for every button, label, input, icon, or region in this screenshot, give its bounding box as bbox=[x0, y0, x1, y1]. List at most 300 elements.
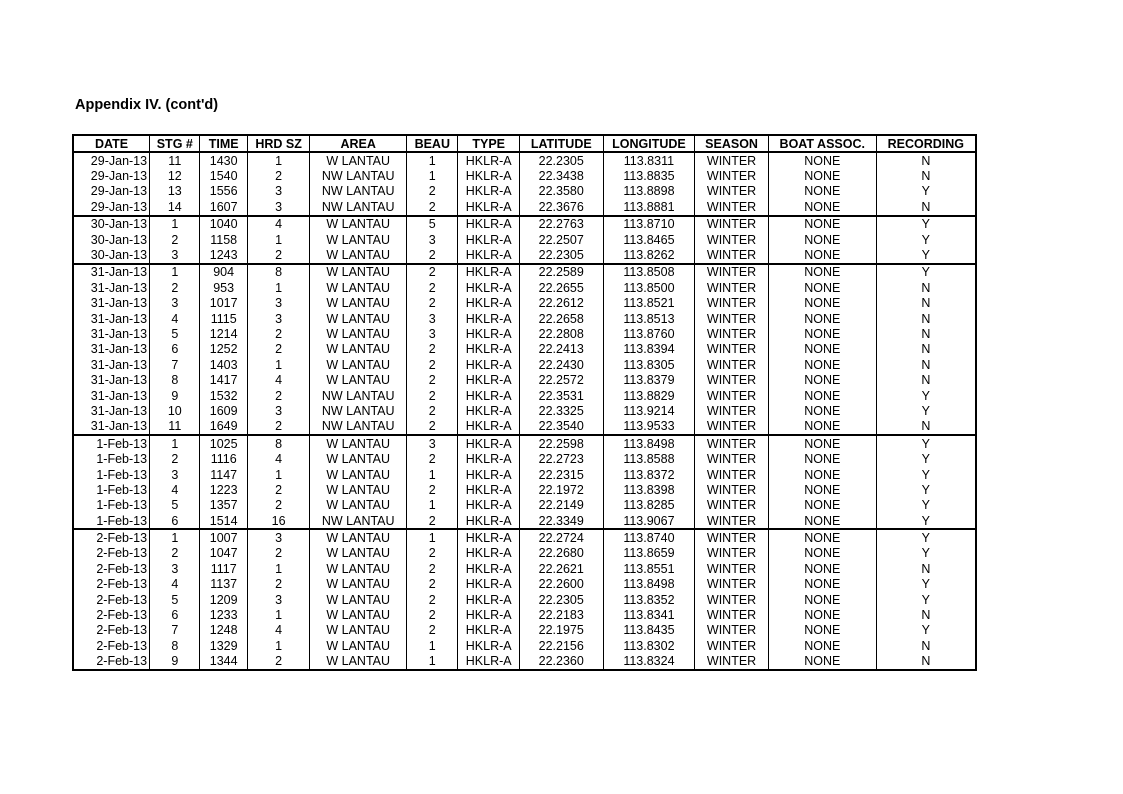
cell-date: 2-Feb-13 bbox=[73, 546, 150, 561]
cell-latitude: 22.2305 bbox=[519, 247, 603, 263]
cell-area: NW LANTAU bbox=[310, 403, 407, 418]
cell-beaufort: 5 bbox=[407, 216, 458, 232]
cell-date: 2-Feb-13 bbox=[73, 638, 150, 653]
cell-longitude: 113.8305 bbox=[603, 357, 695, 372]
cell-date: 2-Feb-13 bbox=[73, 592, 150, 607]
table-row bbox=[73, 247, 976, 263]
cell-stage: 9 bbox=[150, 654, 200, 670]
cell-recording: N bbox=[876, 280, 976, 295]
cell-herd-size: 2 bbox=[247, 482, 309, 497]
cell-time: 1329 bbox=[200, 638, 247, 653]
cell-beaufort: 2 bbox=[407, 184, 458, 199]
cell-boat-assoc: NONE bbox=[768, 561, 876, 576]
cell-boat-assoc: NONE bbox=[768, 577, 876, 592]
cell-boat-assoc: NONE bbox=[768, 467, 876, 482]
cell-stage: 6 bbox=[150, 607, 200, 622]
cell-season: WINTER bbox=[695, 638, 769, 653]
cell-beaufort: 3 bbox=[407, 311, 458, 326]
cell-herd-size: 1 bbox=[247, 638, 309, 653]
cell-beaufort: 3 bbox=[407, 232, 458, 247]
cell-herd-size: 1 bbox=[247, 232, 309, 247]
table-body bbox=[73, 152, 976, 670]
cell-time: 1047 bbox=[200, 546, 247, 561]
cell-time: 1116 bbox=[200, 451, 247, 466]
cell-date: 31-Jan-13 bbox=[73, 296, 150, 311]
cell-recording: N bbox=[876, 561, 976, 576]
cell-boat-assoc: NONE bbox=[768, 342, 876, 357]
cell-beaufort: 2 bbox=[407, 482, 458, 497]
cell-longitude: 113.8898 bbox=[603, 184, 695, 199]
cell-type: HKLR-A bbox=[458, 357, 519, 372]
cell-area: NW LANTAU bbox=[310, 184, 407, 199]
cell-boat-assoc: NONE bbox=[768, 216, 876, 232]
cell-type: HKLR-A bbox=[458, 247, 519, 263]
cell-beaufort: 1 bbox=[407, 654, 458, 670]
cell-longitude: 113.8881 bbox=[603, 199, 695, 215]
cell-time: 1556 bbox=[200, 184, 247, 199]
cell-stage: 2 bbox=[150, 546, 200, 561]
cell-herd-size: 4 bbox=[247, 372, 309, 387]
cell-time: 1649 bbox=[200, 419, 247, 435]
cell-area: W LANTAU bbox=[310, 529, 407, 545]
cell-herd-size: 3 bbox=[247, 592, 309, 607]
cell-season: WINTER bbox=[695, 232, 769, 247]
cell-season: WINTER bbox=[695, 199, 769, 215]
cell-area: W LANTAU bbox=[310, 561, 407, 576]
cell-date: 31-Jan-13 bbox=[73, 372, 150, 387]
cell-latitude: 22.2723 bbox=[519, 451, 603, 466]
cell-time: 1243 bbox=[200, 247, 247, 263]
cell-stage: 9 bbox=[150, 388, 200, 403]
cell-date: 1-Feb-13 bbox=[73, 513, 150, 529]
cell-boat-assoc: NONE bbox=[768, 280, 876, 295]
table-row bbox=[73, 498, 976, 513]
cell-season: WINTER bbox=[695, 152, 769, 168]
cell-area: W LANTAU bbox=[310, 451, 407, 466]
cell-date: 2-Feb-13 bbox=[73, 654, 150, 670]
cell-herd-size: 1 bbox=[247, 357, 309, 372]
cell-time: 1117 bbox=[200, 561, 247, 576]
cell-type: HKLR-A bbox=[458, 467, 519, 482]
cell-latitude: 22.2413 bbox=[519, 342, 603, 357]
cell-season: WINTER bbox=[695, 467, 769, 482]
cell-season: WINTER bbox=[695, 326, 769, 341]
cell-beaufort: 1 bbox=[407, 152, 458, 168]
cell-area: W LANTAU bbox=[310, 232, 407, 247]
cell-herd-size: 3 bbox=[247, 311, 309, 326]
page-title: Appendix IV. (cont'd) bbox=[75, 97, 219, 113]
cell-time: 1209 bbox=[200, 592, 247, 607]
cell-season: WINTER bbox=[695, 529, 769, 545]
cell-season: WINTER bbox=[695, 388, 769, 403]
cell-area: W LANTAU bbox=[310, 546, 407, 561]
cell-date: 1-Feb-13 bbox=[73, 451, 150, 466]
cell-herd-size: 1 bbox=[247, 561, 309, 576]
cell-beaufort: 1 bbox=[407, 168, 458, 183]
cell-area: NW LANTAU bbox=[310, 388, 407, 403]
cell-type: HKLR-A bbox=[458, 498, 519, 513]
cell-area: W LANTAU bbox=[310, 216, 407, 232]
cell-herd-size: 3 bbox=[247, 529, 309, 545]
cell-beaufort: 2 bbox=[407, 388, 458, 403]
cell-stage: 8 bbox=[150, 638, 200, 653]
cell-season: WINTER bbox=[695, 513, 769, 529]
cell-stage: 1 bbox=[150, 529, 200, 545]
cell-date: 1-Feb-13 bbox=[73, 498, 150, 513]
cell-latitude: 22.2655 bbox=[519, 280, 603, 295]
cell-recording: Y bbox=[876, 216, 976, 232]
cell-herd-size: 1 bbox=[247, 607, 309, 622]
cell-recording: N bbox=[876, 654, 976, 670]
cell-season: WINTER bbox=[695, 372, 769, 387]
cell-area: W LANTAU bbox=[310, 296, 407, 311]
cell-longitude: 113.8394 bbox=[603, 342, 695, 357]
cell-stage: 8 bbox=[150, 372, 200, 387]
cell-recording: Y bbox=[876, 435, 976, 451]
cell-boat-assoc: NONE bbox=[768, 638, 876, 653]
cell-date: 2-Feb-13 bbox=[73, 623, 150, 638]
cell-longitude: 113.8285 bbox=[603, 498, 695, 513]
cell-stage: 3 bbox=[150, 561, 200, 576]
cell-boat-assoc: NONE bbox=[768, 264, 876, 280]
cell-stage: 1 bbox=[150, 435, 200, 451]
cell-type: HKLR-A bbox=[458, 216, 519, 232]
cell-boat-assoc: NONE bbox=[768, 247, 876, 263]
cell-latitude: 22.2156 bbox=[519, 638, 603, 653]
table-row bbox=[73, 216, 976, 232]
cell-herd-size: 4 bbox=[247, 451, 309, 466]
cell-boat-assoc: NONE bbox=[768, 451, 876, 466]
cell-stage: 4 bbox=[150, 311, 200, 326]
cell-longitude: 113.8352 bbox=[603, 592, 695, 607]
cell-beaufort: 2 bbox=[407, 247, 458, 263]
cell-stage: 2 bbox=[150, 280, 200, 295]
cell-season: WINTER bbox=[695, 296, 769, 311]
cell-boat-assoc: NONE bbox=[768, 357, 876, 372]
cell-season: WINTER bbox=[695, 357, 769, 372]
cell-beaufort: 2 bbox=[407, 546, 458, 561]
table-row bbox=[73, 326, 976, 341]
cell-recording: Y bbox=[876, 546, 976, 561]
cell-area: W LANTAU bbox=[310, 654, 407, 670]
cell-beaufort: 2 bbox=[407, 561, 458, 576]
cell-boat-assoc: NONE bbox=[768, 168, 876, 183]
cell-recording: Y bbox=[876, 623, 976, 638]
cell-date: 31-Jan-13 bbox=[73, 280, 150, 295]
cell-recording: Y bbox=[876, 388, 976, 403]
cell-stage: 1 bbox=[150, 264, 200, 280]
sightings-table bbox=[72, 134, 977, 671]
cell-time: 1540 bbox=[200, 168, 247, 183]
column-header: BOAT ASSOC. bbox=[768, 135, 876, 152]
cell-longitude: 113.8500 bbox=[603, 280, 695, 295]
cell-latitude: 22.2315 bbox=[519, 467, 603, 482]
cell-type: HKLR-A bbox=[458, 264, 519, 280]
cell-date: 2-Feb-13 bbox=[73, 529, 150, 545]
cell-beaufort: 1 bbox=[407, 638, 458, 653]
cell-recording: N bbox=[876, 342, 976, 357]
cell-season: WINTER bbox=[695, 435, 769, 451]
cell-boat-assoc: NONE bbox=[768, 311, 876, 326]
cell-type: HKLR-A bbox=[458, 168, 519, 183]
cell-time: 1040 bbox=[200, 216, 247, 232]
column-header: RECORDING bbox=[876, 135, 976, 152]
cell-area: W LANTAU bbox=[310, 623, 407, 638]
cell-beaufort: 2 bbox=[407, 342, 458, 357]
cell-beaufort: 1 bbox=[407, 529, 458, 545]
cell-season: WINTER bbox=[695, 247, 769, 263]
cell-type: HKLR-A bbox=[458, 342, 519, 357]
cell-latitude: 22.2808 bbox=[519, 326, 603, 341]
cell-longitude: 113.8508 bbox=[603, 264, 695, 280]
cell-stage: 5 bbox=[150, 498, 200, 513]
cell-time: 953 bbox=[200, 280, 247, 295]
cell-stage: 4 bbox=[150, 577, 200, 592]
cell-type: HKLR-A bbox=[458, 232, 519, 247]
cell-type: HKLR-A bbox=[458, 451, 519, 466]
cell-date: 29-Jan-13 bbox=[73, 184, 150, 199]
cell-longitude: 113.8829 bbox=[603, 388, 695, 403]
cell-boat-assoc: NONE bbox=[768, 403, 876, 418]
cell-area: NW LANTAU bbox=[310, 419, 407, 435]
cell-season: WINTER bbox=[695, 623, 769, 638]
cell-date: 31-Jan-13 bbox=[73, 403, 150, 418]
table-row bbox=[73, 199, 976, 215]
table-row bbox=[73, 561, 976, 576]
cell-latitude: 22.3580 bbox=[519, 184, 603, 199]
cell-type: HKLR-A bbox=[458, 654, 519, 670]
cell-boat-assoc: NONE bbox=[768, 419, 876, 435]
cell-recording: N bbox=[876, 419, 976, 435]
cell-latitude: 22.2572 bbox=[519, 372, 603, 387]
cell-herd-size: 4 bbox=[247, 216, 309, 232]
cell-stage: 3 bbox=[150, 467, 200, 482]
cell-boat-assoc: NONE bbox=[768, 529, 876, 545]
column-header: TYPE bbox=[458, 135, 519, 152]
cell-longitude: 113.8435 bbox=[603, 623, 695, 638]
cell-boat-assoc: NONE bbox=[768, 498, 876, 513]
cell-boat-assoc: NONE bbox=[768, 326, 876, 341]
cell-recording: Y bbox=[876, 592, 976, 607]
cell-longitude: 113.8341 bbox=[603, 607, 695, 622]
cell-longitude: 113.9067 bbox=[603, 513, 695, 529]
cell-beaufort: 2 bbox=[407, 419, 458, 435]
cell-type: HKLR-A bbox=[458, 372, 519, 387]
cell-longitude: 113.8740 bbox=[603, 529, 695, 545]
cell-herd-size: 8 bbox=[247, 264, 309, 280]
cell-season: WINTER bbox=[695, 451, 769, 466]
cell-recording: Y bbox=[876, 403, 976, 418]
cell-date: 29-Jan-13 bbox=[73, 152, 150, 168]
cell-stage: 3 bbox=[150, 247, 200, 263]
cell-longitude: 113.8710 bbox=[603, 216, 695, 232]
cell-latitude: 22.2621 bbox=[519, 561, 603, 576]
cell-date: 31-Jan-13 bbox=[73, 419, 150, 435]
cell-area: W LANTAU bbox=[310, 482, 407, 497]
cell-date: 31-Jan-13 bbox=[73, 388, 150, 403]
cell-recording: Y bbox=[876, 529, 976, 545]
cell-longitude: 113.8498 bbox=[603, 435, 695, 451]
cell-herd-size: 2 bbox=[247, 388, 309, 403]
cell-longitude: 113.8302 bbox=[603, 638, 695, 653]
cell-recording: Y bbox=[876, 232, 976, 247]
cell-longitude: 113.8551 bbox=[603, 561, 695, 576]
cell-longitude: 113.8324 bbox=[603, 654, 695, 670]
cell-date: 1-Feb-13 bbox=[73, 435, 150, 451]
cell-time: 1248 bbox=[200, 623, 247, 638]
cell-stage: 6 bbox=[150, 513, 200, 529]
table-row bbox=[73, 342, 976, 357]
table-row bbox=[73, 184, 976, 199]
cell-boat-assoc: NONE bbox=[768, 607, 876, 622]
cell-latitude: 22.2589 bbox=[519, 264, 603, 280]
cell-herd-size: 2 bbox=[247, 168, 309, 183]
cell-recording: Y bbox=[876, 264, 976, 280]
cell-latitude: 22.2658 bbox=[519, 311, 603, 326]
table-row bbox=[73, 388, 976, 403]
cell-season: WINTER bbox=[695, 654, 769, 670]
cell-boat-assoc: NONE bbox=[768, 199, 876, 215]
cell-type: HKLR-A bbox=[458, 280, 519, 295]
column-header: STG # bbox=[150, 135, 200, 152]
column-header: AREA bbox=[310, 135, 407, 152]
cell-boat-assoc: NONE bbox=[768, 296, 876, 311]
cell-boat-assoc: NONE bbox=[768, 232, 876, 247]
cell-type: HKLR-A bbox=[458, 482, 519, 497]
cell-latitude: 22.3438 bbox=[519, 168, 603, 183]
cell-time: 1147 bbox=[200, 467, 247, 482]
cell-time: 1357 bbox=[200, 498, 247, 513]
cell-boat-assoc: NONE bbox=[768, 546, 876, 561]
cell-longitude: 113.9214 bbox=[603, 403, 695, 418]
cell-stage: 7 bbox=[150, 623, 200, 638]
table-row bbox=[73, 546, 976, 561]
cell-beaufort: 2 bbox=[407, 403, 458, 418]
cell-herd-size: 3 bbox=[247, 184, 309, 199]
cell-herd-size: 1 bbox=[247, 467, 309, 482]
cell-recording: Y bbox=[876, 184, 976, 199]
column-header: BEAU bbox=[407, 135, 458, 152]
column-header: DATE bbox=[73, 135, 150, 152]
cell-stage: 5 bbox=[150, 592, 200, 607]
cell-herd-size: 2 bbox=[247, 654, 309, 670]
cell-recording: N bbox=[876, 199, 976, 215]
cell-latitude: 22.3325 bbox=[519, 403, 603, 418]
cell-latitude: 22.3531 bbox=[519, 388, 603, 403]
cell-beaufort: 1 bbox=[407, 467, 458, 482]
cell-time: 1025 bbox=[200, 435, 247, 451]
cell-stage: 5 bbox=[150, 326, 200, 341]
cell-type: HKLR-A bbox=[458, 403, 519, 418]
cell-herd-size: 4 bbox=[247, 623, 309, 638]
table-row bbox=[73, 577, 976, 592]
cell-beaufort: 3 bbox=[407, 435, 458, 451]
cell-type: HKLR-A bbox=[458, 296, 519, 311]
cell-stage: 3 bbox=[150, 296, 200, 311]
cell-herd-size: 2 bbox=[247, 546, 309, 561]
cell-longitude: 113.8372 bbox=[603, 467, 695, 482]
cell-time: 1532 bbox=[200, 388, 247, 403]
table-row bbox=[73, 482, 976, 497]
cell-beaufort: 2 bbox=[407, 451, 458, 466]
cell-herd-size: 3 bbox=[247, 296, 309, 311]
table-row bbox=[73, 592, 976, 607]
cell-area: NW LANTAU bbox=[310, 513, 407, 529]
cell-latitude: 22.2763 bbox=[519, 216, 603, 232]
cell-recording: Y bbox=[876, 577, 976, 592]
cell-herd-size: 16 bbox=[247, 513, 309, 529]
cell-date: 1-Feb-13 bbox=[73, 482, 150, 497]
cell-beaufort: 2 bbox=[407, 357, 458, 372]
table-row bbox=[73, 513, 976, 529]
cell-recording: Y bbox=[876, 247, 976, 263]
cell-area: W LANTAU bbox=[310, 152, 407, 168]
cell-recording: N bbox=[876, 152, 976, 168]
cell-beaufort: 2 bbox=[407, 264, 458, 280]
cell-date: 2-Feb-13 bbox=[73, 577, 150, 592]
cell-season: WINTER bbox=[695, 561, 769, 576]
cell-longitude: 113.8465 bbox=[603, 232, 695, 247]
cell-date: 30-Jan-13 bbox=[73, 232, 150, 247]
cell-longitude: 113.8513 bbox=[603, 311, 695, 326]
cell-time: 1137 bbox=[200, 577, 247, 592]
cell-boat-assoc: NONE bbox=[768, 388, 876, 403]
cell-time: 1233 bbox=[200, 607, 247, 622]
cell-stage: 12 bbox=[150, 168, 200, 183]
cell-season: WINTER bbox=[695, 498, 769, 513]
cell-season: WINTER bbox=[695, 419, 769, 435]
cell-recording: Y bbox=[876, 498, 976, 513]
cell-area: W LANTAU bbox=[310, 592, 407, 607]
cell-recording: N bbox=[876, 296, 976, 311]
cell-time: 1609 bbox=[200, 403, 247, 418]
cell-latitude: 22.3676 bbox=[519, 199, 603, 215]
cell-area: W LANTAU bbox=[310, 311, 407, 326]
cell-stage: 2 bbox=[150, 451, 200, 466]
cell-latitude: 22.2305 bbox=[519, 152, 603, 168]
cell-time: 1403 bbox=[200, 357, 247, 372]
cell-stage: 1 bbox=[150, 216, 200, 232]
cell-longitude: 113.8311 bbox=[603, 152, 695, 168]
cell-date: 31-Jan-13 bbox=[73, 264, 150, 280]
cell-time: 1252 bbox=[200, 342, 247, 357]
table-row bbox=[73, 467, 976, 482]
cell-area: NW LANTAU bbox=[310, 199, 407, 215]
cell-latitude: 22.2600 bbox=[519, 577, 603, 592]
cell-time: 904 bbox=[200, 264, 247, 280]
cell-latitude: 22.2612 bbox=[519, 296, 603, 311]
cell-time: 1607 bbox=[200, 199, 247, 215]
table-header-row bbox=[73, 135, 976, 152]
cell-beaufort: 2 bbox=[407, 372, 458, 387]
cell-type: HKLR-A bbox=[458, 592, 519, 607]
table-row bbox=[73, 623, 976, 638]
cell-beaufort: 2 bbox=[407, 199, 458, 215]
cell-season: WINTER bbox=[695, 403, 769, 418]
cell-area: W LANTAU bbox=[310, 326, 407, 341]
cell-longitude: 113.8521 bbox=[603, 296, 695, 311]
cell-type: HKLR-A bbox=[458, 546, 519, 561]
cell-type: HKLR-A bbox=[458, 419, 519, 435]
cell-date: 31-Jan-13 bbox=[73, 357, 150, 372]
cell-beaufort: 2 bbox=[407, 623, 458, 638]
cell-time: 1417 bbox=[200, 372, 247, 387]
cell-boat-assoc: NONE bbox=[768, 482, 876, 497]
cell-beaufort: 2 bbox=[407, 296, 458, 311]
table-row bbox=[73, 638, 976, 653]
cell-herd-size: 2 bbox=[247, 326, 309, 341]
cell-stage: 11 bbox=[150, 419, 200, 435]
